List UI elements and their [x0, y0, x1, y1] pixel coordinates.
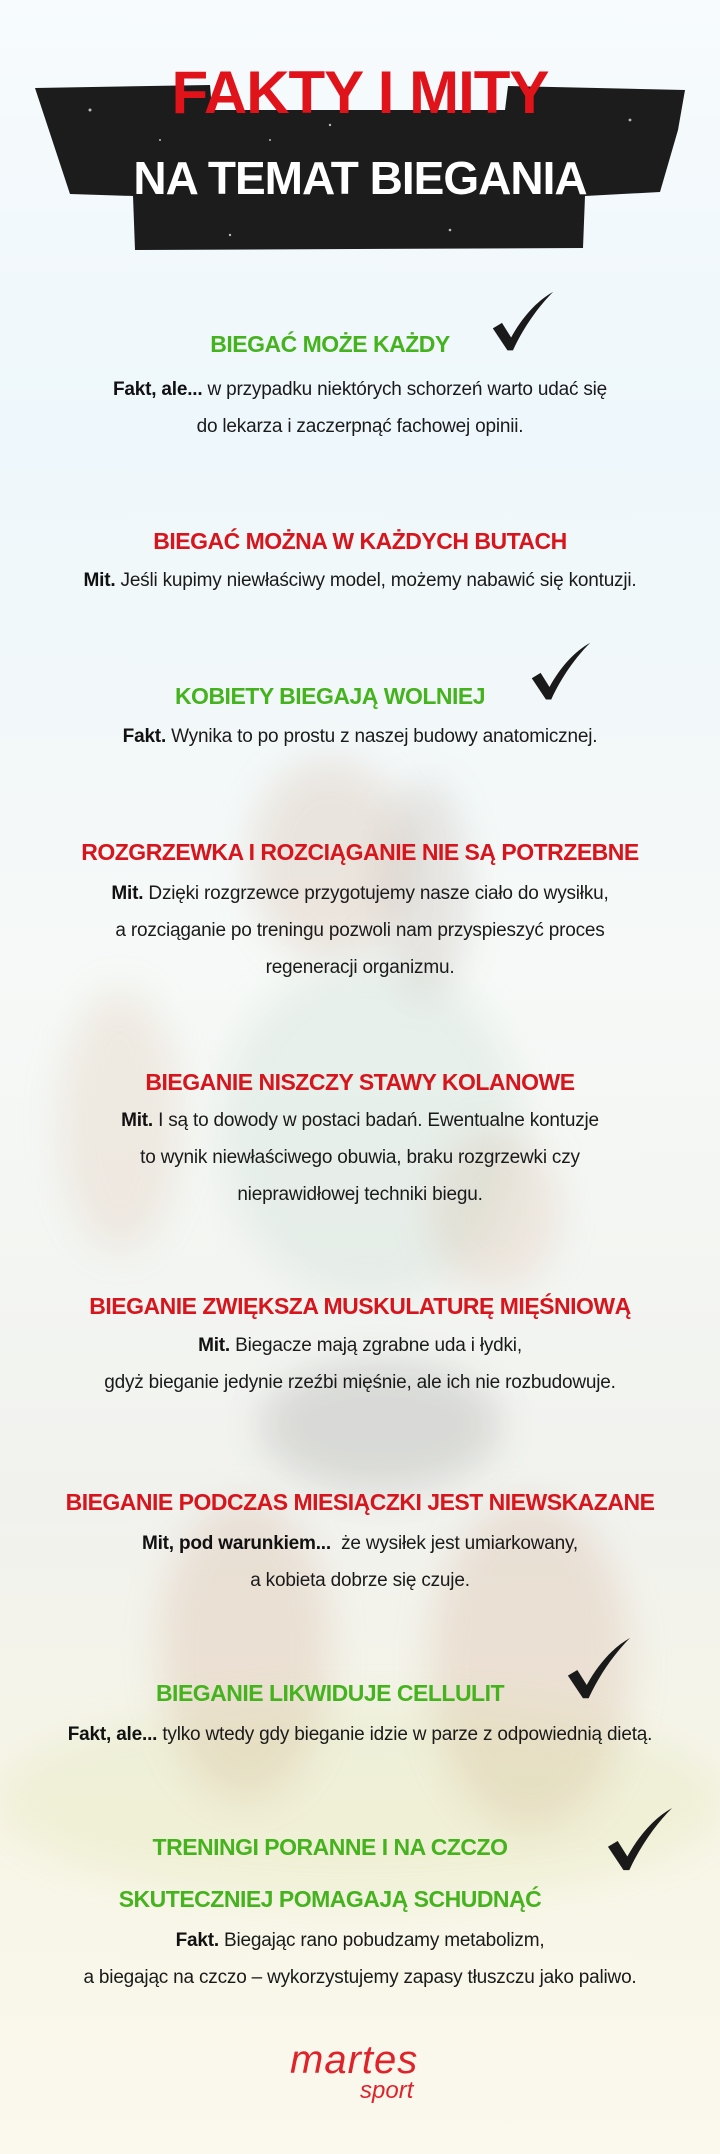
heading-line: SKUTECZNIEJ POMAGAJĄ SCHUDNĄĆ [118, 1886, 542, 1912]
myth-heading [0, 1476, 720, 1528]
fact-heading [0, 318, 720, 370]
explanation-segment: a biegając na czczo – wykorzystujemy zapasy tłuszczu jako paliwo. [83, 1967, 637, 1988]
heading-line: BIEGANIE PODCZAS MIESIĄCZKI JEST NIEWSKAZANE [65, 1489, 655, 1515]
verdict-label: Fakt. [122, 726, 167, 747]
title-line-1: FAKTY I MITY [171, 59, 549, 126]
explanation-segment: regeneracji organizmu. [265, 957, 455, 978]
explanation-line [0, 912, 720, 949]
verdict-label: Mit. [83, 570, 116, 591]
heading-line: BIEGANIE LIKWIDUJE CELLULIT [155, 1680, 505, 1706]
explanation-line [0, 1327, 720, 1364]
heading-line: ROZGRZEWKA I ROZCIĄGANIE NIE SĄ POTRZEBNE [81, 839, 639, 865]
explanation-segment: tylko wtedy gdy bieganie idzie w parze z odpowiednią dietą. [157, 1724, 653, 1745]
heading-line: KOBIETY BIEGAJĄ WOLNIEJ [174, 683, 486, 709]
checkmark-icon [490, 290, 556, 354]
checkmark-icon [605, 1806, 675, 1874]
explanation-segment: do lekarza i zaczerpnąć fachowej opinii. [196, 416, 524, 437]
explanation-segment: I są to dowody w postaci badań. Ewentualne kontuzje [153, 1110, 599, 1131]
explanation-segment: w przypadku niektórych schorzeń warto udać się [202, 379, 608, 400]
explanation-segment: Jeśli kupimy niewłaściwy model, możemy nabawić się kontuzji. [115, 570, 637, 591]
explanation-text [0, 1922, 720, 1996]
heading-line: BIEGANIE NISZCZY STAWY KOLANOWE [145, 1069, 575, 1095]
explanation-line [0, 1102, 720, 1139]
explanation-text [0, 1716, 720, 1753]
verdict-label: Fakt, ale... [112, 379, 203, 400]
verdict-label: Mit, pod warunkiem... [141, 1533, 331, 1554]
verdict-label: Fakt, ale... [67, 1724, 158, 1745]
explanation-line [0, 1562, 720, 1599]
verdict-label: Mit. [111, 883, 144, 904]
explanation-line [0, 1922, 720, 1959]
explanation-line [0, 875, 720, 912]
heading-line: TRENINGI PORANNE I NA CZCZO [152, 1834, 508, 1860]
heading-line: BIEGANIE ZWIĘKSZA MUSKULATURĘ MIĘŚNIOWĄ [89, 1293, 631, 1319]
explanation-segment: a rozciąganie po treningu pozwoli nam przyspieszyć proces [115, 920, 605, 941]
explanation-text [0, 562, 720, 599]
explanation-line [0, 1139, 720, 1176]
explanation-line [0, 408, 720, 445]
explanation-line [0, 371, 720, 408]
explanation-segment: a kobieta dobrze się czuje. [250, 1570, 470, 1591]
explanation-segment: Wynika to po prostu z naszej budowy anatomicznej. [166, 726, 598, 747]
verdict-label: Mit. [198, 1335, 231, 1356]
explanation-segment: nieprawidłowej techniki biegu. [237, 1184, 483, 1205]
explanation-segment: Biegacze mają zgrabne uda i łydki, [230, 1335, 522, 1356]
explanation-line [0, 1959, 720, 1996]
explanation-line [0, 1364, 720, 1401]
explanation-text [0, 875, 720, 986]
verdict-label: Fakt. [175, 1930, 219, 1951]
explanation-line [0, 1525, 720, 1562]
explanation-segment: to wynik niewłaściwego obuwia, braku rozgrzewki czy [140, 1147, 580, 1168]
heading-line: BIEGAĆ MOŻNA W KAŻDYCH BUTACH [153, 528, 567, 554]
explanation-line [0, 718, 720, 755]
myth-heading [0, 1056, 720, 1108]
explanation-line [0, 562, 720, 599]
explanation-line [0, 1716, 720, 1753]
explanation-text [0, 1327, 720, 1401]
myth-heading [0, 515, 720, 567]
explanation-line [0, 949, 720, 986]
checkmark-icon [565, 1636, 633, 1702]
myth-heading [0, 1280, 720, 1332]
explanation-text [0, 1525, 720, 1599]
explanation-text [0, 718, 720, 755]
explanation-segment: Biegając rano pobudzamy metabolizm, [218, 1930, 545, 1951]
explanation-segment: że wysiłek jest umiarkowany, [330, 1533, 579, 1554]
title-line-2: NA TEMAT BIEGANIA [133, 152, 587, 204]
explanation-segment: Dzięki rozgrzewce przygotujemy nasze ciało do wysiłku, [143, 883, 609, 904]
explanation-text [0, 1102, 720, 1213]
explanation-segment: gdyż bieganie jedynie rzeźbi mięśnie, ale ich nie rozbudowuje. [104, 1372, 616, 1393]
verdict-label: Mit. [121, 1110, 154, 1131]
explanation-line [0, 1176, 720, 1213]
heading-line: BIEGAĆ MOŻE KAŻDY [210, 331, 450, 357]
fact-heading [0, 670, 720, 722]
martes-sport-logo: martes sport [290, 2038, 419, 2104]
checkmark-icon [530, 640, 592, 704]
explanation-text [0, 371, 720, 445]
myth-heading [0, 826, 720, 878]
